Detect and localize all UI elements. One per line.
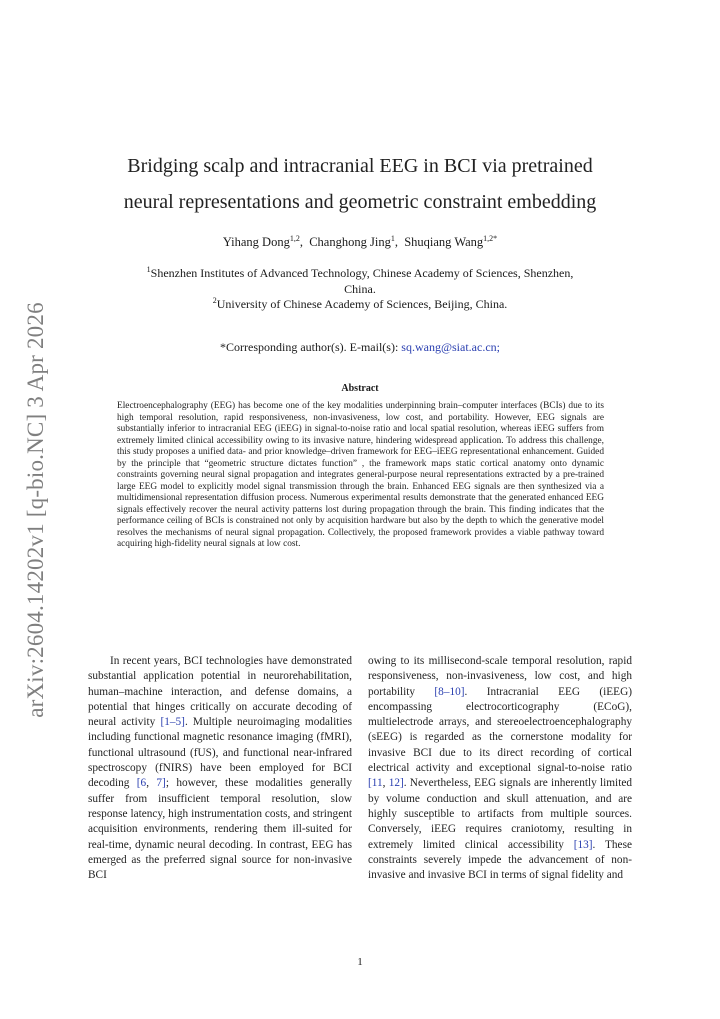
body-text: , (146, 777, 157, 790)
body-text: , (382, 777, 389, 790)
body-text: . These constraints severely impede the advancement of non-invasive and invasive BCI in terms of signal fidelity and (368, 838, 632, 882)
body-column-left (88, 654, 352, 883)
author-affiliation-mark: 1,2* (483, 234, 498, 243)
citation-link[interactable]: 7] (156, 777, 166, 790)
author-name: Shuqiang Wang (404, 235, 484, 250)
citation-link[interactable]: [8–10] (434, 685, 465, 698)
citation-link[interactable]: [6 (136, 777, 147, 790)
abstract-text: Electroencephalography (EEG) has become one of the key modalities underpinning brain–computer interfaces (BCIs) due to its high temporal resolution, rapid responsiveness, non-invasiveness, low cost, and portability. However, EEG signals are substantially inferior to intracranial EEG (iEEG) in signal-to-noise ratio and local spatial resolution, whereas iEEG suffers from extremely limited clinical accessibility owing to its invasive nature, hindering widespread application. To address this challenge, this study proposes a unified data- and prior knowledge–driven framework for EEG–iEEG representational enhancement. Guided by the principle that “geometric structure dictates function” , the framework maps static cortical anatomy onto dynamic constraints governing neural signal propagation and integrates general-purpose neural representations extracted by a pre-trained large EEG model to explicitly model signal transmission through the brain. Enhanced EEG signals are then synthesized via a multidimensional representation diffusion process. Numerous experimental results demonstrate that the generated enhanced EEG signals effectively recover the neural activity patterns lost during propagation through the brain. This finding indicates that the performance ceiling of BCIs is constrained not only by acquisition hardware but also by the depth to which the generative model resolves the mechanisms of neural signal propagation. Collectively, the proposed framework provides a viable pathway toward acquiring high-fidelity neural signals at low cost. (117, 401, 604, 549)
body-text: In recent years, BCI technologies have demonstrated substantial application potential in neurorehabilitation, human–machine interaction, and defense domains, a potential that hinges critically on accurate decoding of neural activity (88, 655, 352, 729)
author-name: Yihang Dong (222, 235, 290, 250)
author-name: Changhong Jing (309, 235, 391, 250)
author-affiliation-mark: 1,2 (289, 234, 300, 243)
affiliation-mark: 1 (146, 265, 151, 274)
body-text: owing to its millisecond-scale temporal resolution, rapid responsiveness, non-invasiveness, low cost, and high portability (368, 655, 632, 698)
corresponding-author (90, 340, 630, 355)
affiliation-text: University of Chinese Academy of Sciences, Beijing, China. (216, 297, 508, 311)
body-text: . Nevertheless, EEG signals are inherently limited by volume conduction and skull attenuation, and are highly susceptible to artifacts from multiple sources. Conversely, iEEG requires craniotomy, resulting in extremely limited clinical accessibility (368, 777, 632, 851)
title-line-2: neural representations and geometric constraint embedding (123, 191, 597, 213)
affiliation-1 (100, 262, 620, 297)
affiliation-text: Shenzhen Institutes of Advanced Technology, Chinese Academy of Sciences, Shenzhen, (150, 266, 574, 280)
citation-link[interactable]: [1–5] (160, 716, 185, 729)
page-number: 1 (357, 956, 363, 968)
affiliation-text: China. (344, 282, 376, 296)
affiliation-mark: 2 (212, 296, 217, 305)
body-text: . Intracranial EEG (iEEG) encompassing electrocorticography (ECoG), multielectrode arrays, and stereoelectroencephalography (sEEG) is regarded as the cornerstone modality for invasive BCI due to its direct recording of cortical electrical activity and exceptional signal-to-noise ratio (368, 685, 632, 775)
paper-title (90, 148, 630, 220)
email-link[interactable]: sq.wang@siat.ac.cn; (401, 340, 500, 354)
author-affiliation-mark: 1 (390, 234, 395, 243)
body-text: ; however, these modalities generally suffer from insufficient temporal resolution, slow response latency, high instrumentation costs, and stringent acquisition environments, rendering them ill-suited for real-time, dynamic neural decoding. In contrast, EEG has emerged as the preferred signal source for non-invasive BCI (88, 777, 352, 882)
title-line-1: Bridging scalp and intracranial EEG in BCI via pretrained (127, 155, 593, 177)
affiliation-2 (100, 293, 620, 312)
arxiv-identifier-stamp: arXiv:2604.14202v1 [q-bio.NC] 3 Apr 2026 (23, 302, 48, 718)
citation-link[interactable]: 12] (388, 777, 404, 790)
body-text: . Multiple neuroimaging modalities including functional magnetic resonance imaging (fMRI), functional ultrasound (fUS), and functional near-infrared spectroscopy (fNIRS) have been employed for BCI decoding (88, 716, 352, 790)
author-list: Yihang Dong$^{1,2}$, Changhong Jing$^1$, Shuqiang Wang$^{1,2*}$ (222, 234, 498, 250)
citation-link[interactable]: [11 (368, 777, 383, 790)
citation-link[interactable]: [13] (573, 838, 593, 851)
body-column-right (368, 654, 632, 883)
abstract-heading: Abstract (341, 383, 379, 394)
corresponding-label: *Corresponding author(s). E-mail(s): (220, 340, 402, 354)
